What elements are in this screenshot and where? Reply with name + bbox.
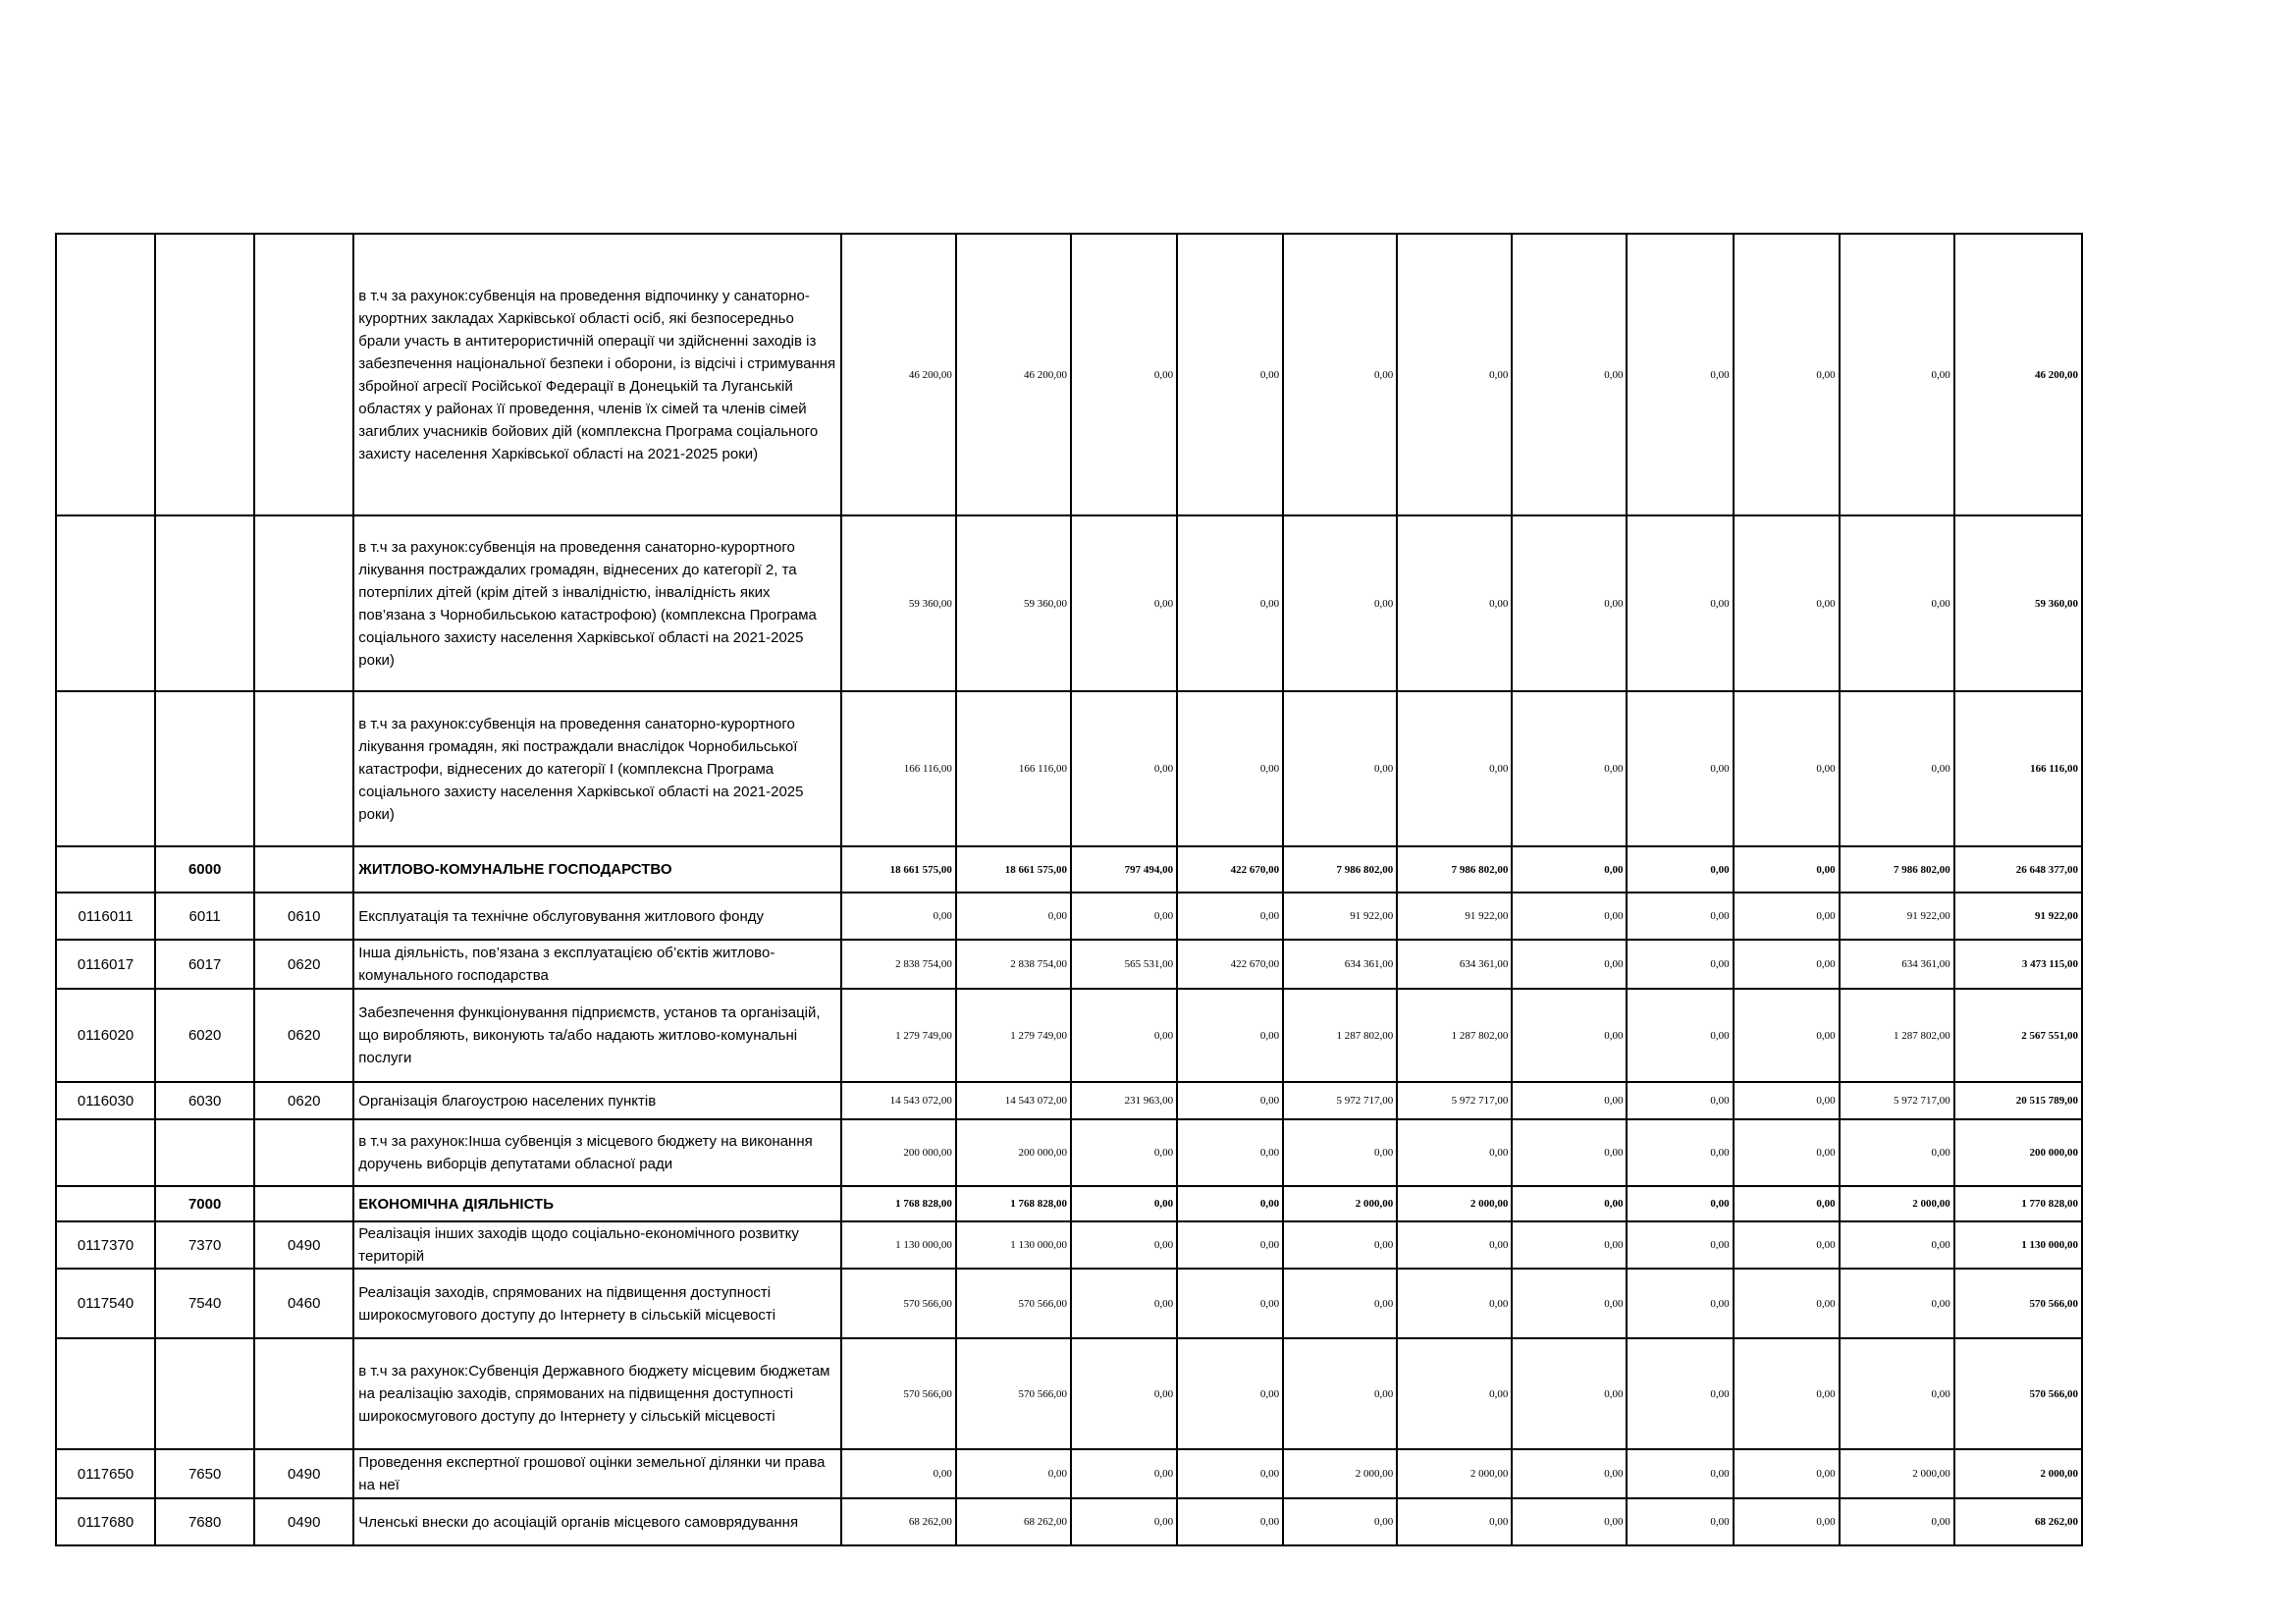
program-code-cell: 0116020 (56, 989, 155, 1082)
total-amount-cell: 59 360,00 (1954, 515, 2082, 691)
item-name-cell: в т.ч за рахунок:субвенція на проведення санаторно-курортного лікування громадян, які постраждали внаслідок Чорнобильської катастрофи, віднесених до категорії I (комплексна Програма соціального захисту населення Харківської області на 2021-2025 роки) (353, 691, 840, 846)
tpkvk-code-cell: 7540 (155, 1269, 254, 1338)
tpkvk-code-cell: 6000 (155, 846, 254, 893)
amount-cell: 422 670,00 (1177, 940, 1283, 989)
amount-cell: 0,00 (1071, 1221, 1177, 1269)
amount-cell: 2 000,00 (1840, 1449, 1954, 1498)
tpkvk-code-cell: 6020 (155, 989, 254, 1082)
total-amount-cell: 570 566,00 (1954, 1338, 2082, 1449)
amount-cell: 0,00 (1177, 515, 1283, 691)
program-code-cell: 0117680 (56, 1498, 155, 1545)
total-amount-cell: 46 200,00 (1954, 234, 2082, 515)
amount-cell: 5 972 717,00 (1840, 1082, 1954, 1119)
amount-cell: 0,00 (1512, 1449, 1627, 1498)
section-row (56, 1186, 2082, 1221)
amount-cell: 5 972 717,00 (1283, 1082, 1397, 1119)
amount-cell: 0,00 (1283, 1221, 1397, 1269)
total-amount-cell: 26 648 377,00 (1954, 846, 2082, 893)
amount-cell: 1 130 000,00 (841, 1221, 956, 1269)
tpkvk-code-cell (155, 691, 254, 846)
subvention-row (56, 1338, 2082, 1449)
table-body (56, 234, 2082, 1545)
amount-cell: 166 116,00 (841, 691, 956, 846)
total-amount-cell: 166 116,00 (1954, 691, 2082, 846)
table-row (56, 1498, 2082, 1545)
amount-cell: 0,00 (1627, 893, 1733, 940)
function-code-cell (254, 1119, 353, 1186)
amount-cell: 0,00 (1734, 989, 1840, 1082)
amount-cell: 0,00 (1283, 1269, 1397, 1338)
amount-cell: 1 768 828,00 (956, 1186, 1071, 1221)
amount-cell: 14 543 072,00 (841, 1082, 956, 1119)
item-name-cell: Організація благоустрою населених пунктів (353, 1082, 840, 1119)
amount-cell: 7 986 802,00 (1283, 846, 1397, 893)
amount-cell: 0,00 (1071, 893, 1177, 940)
amount-cell: 91 922,00 (1397, 893, 1512, 940)
program-code-cell: 0116017 (56, 940, 155, 989)
section-row (56, 846, 2082, 893)
amount-cell: 0,00 (1627, 1269, 1733, 1338)
amount-cell: 0,00 (1734, 234, 1840, 515)
amount-cell: 1 279 749,00 (841, 989, 956, 1082)
amount-cell: 91 922,00 (1840, 893, 1954, 940)
amount-cell: 565 531,00 (1071, 940, 1177, 989)
amount-cell: 1 287 802,00 (1840, 989, 1954, 1082)
item-name-cell: в т.ч за рахунок:Субвенція Державного бюджету місцевим бюджетам на реалізацію заходів, спрямованих на підвищення доступності широкосмугового доступу до Інтернету у сільській місцевості (353, 1338, 840, 1449)
total-amount-cell: 2 567 551,00 (1954, 989, 2082, 1082)
subvention-row (56, 691, 2082, 846)
amount-cell: 0,00 (1734, 515, 1840, 691)
amount-cell: 0,00 (1397, 1119, 1512, 1186)
subvention-row (56, 515, 2082, 691)
tpkvk-code-cell: 7680 (155, 1498, 254, 1545)
amount-cell: 0,00 (1397, 1338, 1512, 1449)
amount-cell: 0,00 (1512, 691, 1627, 846)
amount-cell: 0,00 (1071, 1186, 1177, 1221)
amount-cell: 1 287 802,00 (1283, 989, 1397, 1082)
amount-cell: 0,00 (1627, 1082, 1733, 1119)
total-amount-cell: 570 566,00 (1954, 1269, 2082, 1338)
amount-cell: 0,00 (1627, 1221, 1733, 1269)
amount-cell: 0,00 (1840, 1269, 1954, 1338)
amount-cell: 0,00 (1627, 846, 1733, 893)
amount-cell: 68 262,00 (841, 1498, 956, 1545)
program-code-cell: 0116011 (56, 893, 155, 940)
amount-cell: 0,00 (1840, 515, 1954, 691)
amount-cell: 0,00 (1177, 1119, 1283, 1186)
amount-cell: 0,00 (1734, 1498, 1840, 1545)
amount-cell: 0,00 (1734, 1449, 1840, 1498)
tpkvk-code-cell (155, 1119, 254, 1186)
tpkvk-code-cell: 6017 (155, 940, 254, 989)
amount-cell: 634 361,00 (1840, 940, 1954, 989)
amount-cell: 0,00 (841, 1449, 956, 1498)
amount-cell: 2 000,00 (1397, 1449, 1512, 1498)
amount-cell: 7 986 802,00 (1397, 846, 1512, 893)
function-code-cell (254, 1338, 353, 1449)
total-amount-cell: 200 000,00 (1954, 1119, 2082, 1186)
total-amount-cell: 91 922,00 (1954, 893, 2082, 940)
amount-cell: 0,00 (1627, 1338, 1733, 1449)
amount-cell: 91 922,00 (1283, 893, 1397, 940)
item-name-cell: Інша діяльність, пов’язана з експлуатацією об’єктів житлово-комунального господарства (353, 940, 840, 989)
amount-cell: 1 287 802,00 (1397, 989, 1512, 1082)
amount-cell: 0,00 (1734, 940, 1840, 989)
amount-cell: 200 000,00 (841, 1119, 956, 1186)
amount-cell: 0,00 (1512, 1269, 1627, 1338)
amount-cell: 570 566,00 (841, 1338, 956, 1449)
amount-cell: 0,00 (1627, 940, 1733, 989)
item-name-cell: Реалізація інших заходів щодо соціально-економічного розвитку територій (353, 1221, 840, 1269)
amount-cell: 18 661 575,00 (841, 846, 956, 893)
amount-cell: 570 566,00 (956, 1338, 1071, 1449)
amount-cell: 0,00 (1397, 234, 1512, 515)
amount-cell: 0,00 (1071, 1119, 1177, 1186)
amount-cell: 0,00 (1840, 1338, 1954, 1449)
function-code-cell: 0490 (254, 1221, 353, 1269)
amount-cell: 0,00 (1512, 846, 1627, 893)
amount-cell: 0,00 (1627, 1186, 1733, 1221)
amount-cell: 0,00 (1840, 234, 1954, 515)
amount-cell: 2 000,00 (1397, 1186, 1512, 1221)
tpkvk-code-cell (155, 515, 254, 691)
item-name-cell: в т.ч за рахунок:Інша субвенція з місцевого бюджету на виконання доручень виборців депутатами обласної ради (353, 1119, 840, 1186)
program-code-cell (56, 691, 155, 846)
amount-cell: 570 566,00 (841, 1269, 956, 1338)
amount-cell: 0,00 (1512, 940, 1627, 989)
item-name-cell: Забезпечення функціонування підприємств, установ та організацій, що виробляють, виконують та/або надають житлово-комунальні послуги (353, 989, 840, 1082)
amount-cell: 0,00 (1734, 1082, 1840, 1119)
amount-cell: 0,00 (1177, 234, 1283, 515)
amount-cell: 0,00 (1512, 1221, 1627, 1269)
amount-cell: 0,00 (1512, 1082, 1627, 1119)
amount-cell: 1 768 828,00 (841, 1186, 956, 1221)
function-code-cell: 0620 (254, 989, 353, 1082)
function-code-cell: 0620 (254, 1082, 353, 1119)
amount-cell: 0,00 (956, 893, 1071, 940)
amount-cell: 0,00 (1071, 1498, 1177, 1545)
item-name-cell: ЕКОНОМІЧНА ДІЯЛЬНІСТЬ (353, 1186, 840, 1221)
amount-cell: 0,00 (841, 893, 956, 940)
amount-cell: 1 279 749,00 (956, 989, 1071, 1082)
amount-cell: 0,00 (1512, 893, 1627, 940)
amount-cell: 0,00 (1177, 989, 1283, 1082)
amount-cell: 0,00 (1283, 691, 1397, 846)
amount-cell: 2 838 754,00 (956, 940, 1071, 989)
amount-cell: 0,00 (1627, 1119, 1733, 1186)
tpkvk-code-cell: 7370 (155, 1221, 254, 1269)
item-name-cell: Членські внески до асоціацій органів місцевого самоврядування (353, 1498, 840, 1545)
program-code-cell: 0117370 (56, 1221, 155, 1269)
tpkvk-code-cell: 6030 (155, 1082, 254, 1119)
program-code-cell (56, 234, 155, 515)
amount-cell: 5 972 717,00 (1397, 1082, 1512, 1119)
function-code-cell: 0490 (254, 1498, 353, 1545)
amount-cell: 0,00 (1512, 515, 1627, 691)
amount-cell: 231 963,00 (1071, 1082, 1177, 1119)
amount-cell: 7 986 802,00 (1840, 846, 1954, 893)
amount-cell: 0,00 (1734, 1269, 1840, 1338)
amount-cell: 0,00 (1397, 515, 1512, 691)
amount-cell: 634 361,00 (1397, 940, 1512, 989)
table-row (56, 893, 2082, 940)
amount-cell: 0,00 (1840, 1119, 1954, 1186)
amount-cell: 68 262,00 (956, 1498, 1071, 1545)
amount-cell: 0,00 (1283, 234, 1397, 515)
total-amount-cell: 2 000,00 (1954, 1449, 2082, 1498)
amount-cell: 634 361,00 (1283, 940, 1397, 989)
amount-cell: 0,00 (1512, 989, 1627, 1082)
item-name-cell: в т.ч за рахунок:субвенція на проведення відпочинку у санаторно-курортних закладах Харківської області осіб, які безпосередньо брали участь в антитерористичній операції чи здійсненні заходів із забезпечення національної безпеки і оборони, із відсічі і стримування збройної агресії Російської Федерації в Донецькій та Луганській областях у районах її проведення, членів їх сімей та членів сімей загиблих учасників бойових дій (комплексна Програма соціального захисту населення Харківської області на 2021-2025 роки) (353, 234, 840, 515)
amount-cell: 0,00 (1734, 1119, 1840, 1186)
amount-cell: 0,00 (1627, 1498, 1733, 1545)
table-row (56, 1082, 2082, 1119)
amount-cell: 0,00 (1627, 515, 1733, 691)
amount-cell: 0,00 (1071, 234, 1177, 515)
amount-cell: 14 543 072,00 (956, 1082, 1071, 1119)
program-code-cell (56, 846, 155, 893)
program-code-cell: 0117650 (56, 1449, 155, 1498)
amount-cell: 0,00 (1283, 1498, 1397, 1545)
total-amount-cell: 1 770 828,00 (1954, 1186, 2082, 1221)
amount-cell: 0,00 (1177, 893, 1283, 940)
program-code-cell: 0116030 (56, 1082, 155, 1119)
amount-cell: 0,00 (1627, 989, 1733, 1082)
total-amount-cell: 20 515 789,00 (1954, 1082, 2082, 1119)
amount-cell: 0,00 (1071, 515, 1177, 691)
item-name-cell: Реалізація заходів, спрямованих на підвищення доступності широкосмугового доступу до Інтернету в сільській місцевості (353, 1269, 840, 1338)
amount-cell: 0,00 (1512, 1119, 1627, 1186)
tpkvk-code-cell: 7650 (155, 1449, 254, 1498)
amount-cell: 0,00 (956, 1449, 1071, 1498)
function-code-cell: 0490 (254, 1449, 353, 1498)
amount-cell: 2 838 754,00 (841, 940, 956, 989)
amount-cell: 797 494,00 (1071, 846, 1177, 893)
amount-cell: 0,00 (1512, 1498, 1627, 1545)
function-code-cell (254, 846, 353, 893)
tpkvk-code-cell: 6011 (155, 893, 254, 940)
program-code-cell (56, 1186, 155, 1221)
amount-cell: 570 566,00 (956, 1269, 1071, 1338)
amount-cell: 2 000,00 (1840, 1186, 1954, 1221)
amount-cell: 0,00 (1071, 1338, 1177, 1449)
function-code-cell: 0620 (254, 940, 353, 989)
amount-cell: 0,00 (1397, 1221, 1512, 1269)
amount-cell: 0,00 (1840, 691, 1954, 846)
function-code-cell (254, 1186, 353, 1221)
amount-cell: 0,00 (1840, 1498, 1954, 1545)
subvention-row (56, 1119, 2082, 1186)
amount-cell: 0,00 (1177, 1082, 1283, 1119)
amount-cell: 59 360,00 (956, 515, 1071, 691)
item-name-cell: Проведення експертної грошової оцінки земельної ділянки чи права на неї (353, 1449, 840, 1498)
item-name-cell: Експлуатація та технічне обслуговування житлового фонду (353, 893, 840, 940)
tpkvk-code-cell (155, 1338, 254, 1449)
amount-cell: 0,00 (1397, 691, 1512, 846)
amount-cell: 0,00 (1512, 234, 1627, 515)
program-code-cell: 0117540 (56, 1269, 155, 1338)
amount-cell: 46 200,00 (841, 234, 956, 515)
table-row (56, 1269, 2082, 1338)
amount-cell: 200 000,00 (956, 1119, 1071, 1186)
tpkvk-code-cell (155, 234, 254, 515)
amount-cell: 0,00 (1071, 1269, 1177, 1338)
amount-cell: 46 200,00 (956, 234, 1071, 515)
table-row (56, 940, 2082, 989)
function-code-cell: 0610 (254, 893, 353, 940)
amount-cell: 422 670,00 (1177, 846, 1283, 893)
amount-cell: 0,00 (1734, 846, 1840, 893)
amount-cell: 0,00 (1840, 1221, 1954, 1269)
amount-cell: 18 661 575,00 (956, 846, 1071, 893)
amount-cell: 0,00 (1627, 691, 1733, 846)
subvention-row (56, 234, 2082, 515)
amount-cell: 2 000,00 (1283, 1449, 1397, 1498)
amount-cell: 0,00 (1512, 1338, 1627, 1449)
table-row (56, 1449, 2082, 1498)
amount-cell: 0,00 (1177, 1449, 1283, 1498)
amount-cell: 1 130 000,00 (956, 1221, 1071, 1269)
budget-table (55, 233, 2083, 1546)
program-code-cell (56, 1338, 155, 1449)
amount-cell: 0,00 (1071, 691, 1177, 846)
total-amount-cell: 1 130 000,00 (1954, 1221, 2082, 1269)
amount-cell: 0,00 (1397, 1269, 1512, 1338)
amount-cell: 0,00 (1734, 691, 1840, 846)
amount-cell: 0,00 (1177, 1221, 1283, 1269)
amount-cell: 2 000,00 (1283, 1186, 1397, 1221)
amount-cell: 59 360,00 (841, 515, 956, 691)
amount-cell: 0,00 (1283, 1119, 1397, 1186)
amount-cell: 0,00 (1734, 1186, 1840, 1221)
table-row (56, 1221, 2082, 1269)
amount-cell: 0,00 (1071, 1449, 1177, 1498)
function-code-cell (254, 515, 353, 691)
function-code-cell (254, 234, 353, 515)
amount-cell: 0,00 (1177, 1338, 1283, 1449)
amount-cell: 0,00 (1512, 1186, 1627, 1221)
total-amount-cell: 68 262,00 (1954, 1498, 2082, 1545)
function-code-cell: 0460 (254, 1269, 353, 1338)
table-row (56, 989, 2082, 1082)
amount-cell: 0,00 (1177, 1269, 1283, 1338)
item-name-cell: в т.ч за рахунок:субвенція на проведення санаторно-курортного лікування постраждалих громадян, віднесених до категорії 2, та потерпілих дітей (крім дітей з інвалідністю, інвалідність яких пов’язана з Чорнобильською катастрофою) (комплексна Програма соціального захисту населення Харківської області на 2021-2025 роки) (353, 515, 840, 691)
amount-cell: 0,00 (1734, 1338, 1840, 1449)
amount-cell: 0,00 (1177, 1498, 1283, 1545)
amount-cell: 0,00 (1283, 515, 1397, 691)
amount-cell: 0,00 (1177, 691, 1283, 846)
function-code-cell (254, 691, 353, 846)
amount-cell: 0,00 (1071, 989, 1177, 1082)
program-code-cell (56, 1119, 155, 1186)
amount-cell: 0,00 (1627, 234, 1733, 515)
amount-cell: 0,00 (1283, 1338, 1397, 1449)
item-name-cell: ЖИТЛОВО-КОМУНАЛЬНЕ ГОСПОДАРСТВО (353, 846, 840, 893)
amount-cell: 0,00 (1397, 1498, 1512, 1545)
tpkvk-code-cell: 7000 (155, 1186, 254, 1221)
amount-cell: 0,00 (1627, 1449, 1733, 1498)
total-amount-cell: 3 473 115,00 (1954, 940, 2082, 989)
amount-cell: 166 116,00 (956, 691, 1071, 846)
amount-cell: 0,00 (1734, 893, 1840, 940)
amount-cell: 0,00 (1177, 1186, 1283, 1221)
amount-cell: 0,00 (1734, 1221, 1840, 1269)
program-code-cell (56, 515, 155, 691)
